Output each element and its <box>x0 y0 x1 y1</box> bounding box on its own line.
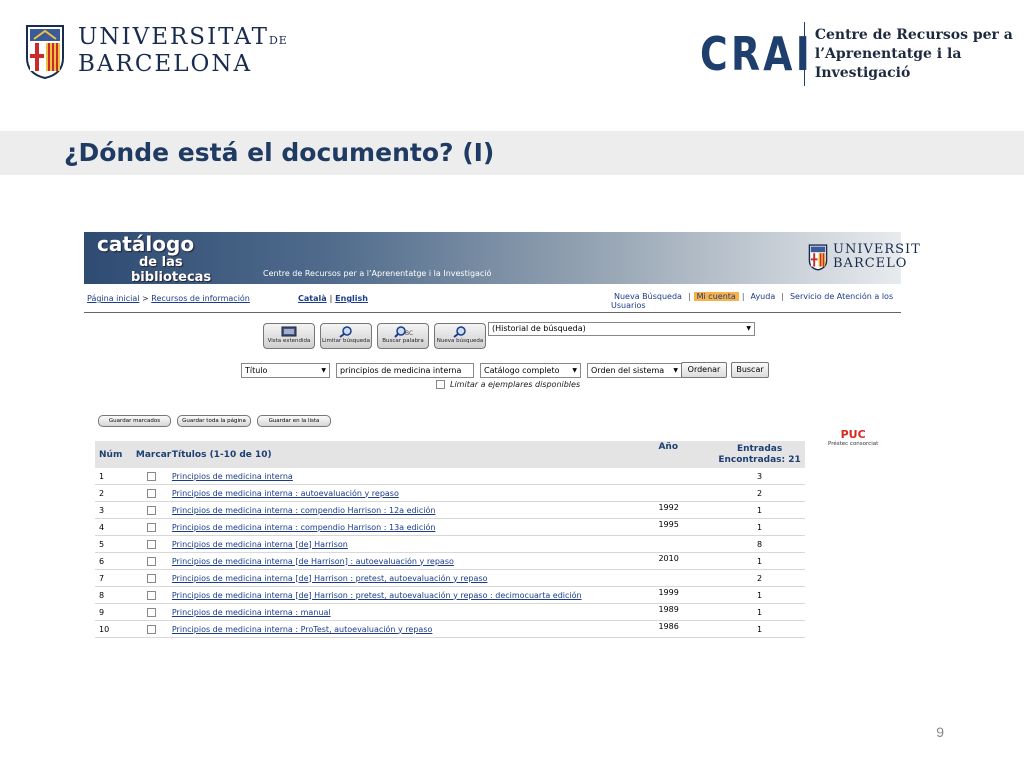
row-title-cell <box>172 570 659 587</box>
ub-shield-icon <box>24 22 66 80</box>
row-number: 5 <box>95 536 136 553</box>
table-row <box>95 485 805 502</box>
breadcrumb-separator: > <box>142 294 149 303</box>
row-title-cell <box>172 536 659 553</box>
row-year <box>658 570 714 587</box>
limit-search-button[interactable] <box>320 323 372 349</box>
row-title-cell <box>172 485 659 502</box>
row-mark-cell <box>136 553 172 570</box>
monitor-icon <box>280 326 298 338</box>
search-history-value: (Historial de búsqueda) <box>492 324 586 333</box>
page-number: 9 <box>936 724 944 740</box>
search-button[interactable]: Buscar <box>731 362 769 378</box>
row-year: 1989 <box>658 604 714 621</box>
row-year <box>658 536 714 553</box>
row-year: 1992 <box>658 502 714 519</box>
catalog-subtitle: Centre de Recursos per a l’Aprenentatge i la Investigació <box>263 269 492 278</box>
sort-button[interactable]: Ordenar <box>681 362 727 378</box>
extended-view-label: Vista extendida <box>267 338 311 344</box>
limit-available-label: Limitar a ejemplares disponibles <box>450 380 581 389</box>
row-mark-cell <box>136 570 172 587</box>
row-entries: 2 <box>714 485 805 502</box>
ub-name-line2: BARCELONA <box>78 51 253 77</box>
new-search-label: Nueva búsqueda <box>436 338 484 344</box>
row-entries: 1 <box>714 553 805 570</box>
crai-desc-line2: l’Aprenentatge i la Investigació <box>814 45 962 81</box>
table-row <box>95 587 805 604</box>
row-title-link[interactable]: Principios de medicina interna : autoevaluación y repaso <box>171 488 399 498</box>
table-row <box>95 570 805 587</box>
table-row <box>95 553 805 570</box>
results-table <box>95 441 805 638</box>
row-title-cell <box>172 502 659 519</box>
row-number: 1 <box>95 468 136 485</box>
row-mark-checkbox[interactable] <box>147 608 156 617</box>
row-year: 2010 <box>658 553 714 570</box>
lang-catala-link[interactable]: Català <box>298 294 327 303</box>
row-mark-checkbox[interactable] <box>147 506 156 515</box>
menu-help[interactable]: Ayuda <box>750 292 776 301</box>
breadcrumb-resources-link[interactable]: Recursos de información <box>151 294 250 303</box>
col-entries-line1: Entradas <box>736 443 783 454</box>
table-row <box>95 468 805 485</box>
row-year <box>658 468 714 485</box>
sort-order-value: Orden del sistema <box>591 366 665 375</box>
row-number: 7 <box>95 570 136 587</box>
slide-title: ¿Dónde está el documento? (I) <box>64 138 495 167</box>
catalog-scope-value: Catálogo completo <box>484 366 560 375</box>
row-title-cell <box>172 553 659 570</box>
row-number: 8 <box>95 587 136 604</box>
menu-user-service[interactable]: Servicio de Atención a los Usuarios <box>611 292 894 310</box>
breadcrumb <box>87 294 250 303</box>
row-title-cell <box>172 468 659 485</box>
magnifier-icon <box>451 326 469 338</box>
menu-separator: | <box>741 292 745 301</box>
chevron-down-icon: ▼ <box>321 367 326 374</box>
row-title-link[interactable]: Principios de medicina interna : ProTest, autoevaluación y repaso <box>171 624 433 634</box>
row-mark-checkbox[interactable] <box>147 557 156 566</box>
row-title-link[interactable]: Principios de medicina interna <box>171 471 293 481</box>
search-query-input[interactable] <box>336 363 474 378</box>
limit-available <box>436 380 580 389</box>
row-number: 2 <box>95 485 136 502</box>
row-entries: 8 <box>714 536 805 553</box>
row-mark-cell <box>136 621 172 638</box>
table-row <box>95 519 805 536</box>
catalog-title <box>97 234 211 285</box>
puc-label: Préstec consorciat <box>828 441 879 447</box>
limit-available-checkbox[interactable] <box>436 380 445 389</box>
top-menu <box>611 292 901 310</box>
row-mark-checkbox[interactable] <box>147 625 156 634</box>
col-titles-header: Títulos (1-10 de 10) <box>172 441 659 468</box>
results-header-row <box>95 441 805 468</box>
row-mark-checkbox[interactable] <box>147 574 156 583</box>
magnifier-icon <box>337 326 355 338</box>
row-number: 4 <box>95 519 136 536</box>
row-mark-checkbox[interactable] <box>147 591 156 600</box>
svg-text:BC: BC <box>405 330 414 337</box>
table-row <box>95 604 805 621</box>
menu-new-search[interactable]: Nueva Búsqueda <box>614 292 682 301</box>
catalog-scope-select[interactable] <box>480 363 581 378</box>
ub-mini-logo <box>808 243 921 271</box>
save-marked-button[interactable]: Guardar marcados <box>98 415 171 427</box>
chevron-down-icon: ▼ <box>673 367 678 374</box>
menu-separator: | <box>687 292 691 301</box>
row-number: 10 <box>95 621 136 638</box>
puc-badge[interactable] <box>828 428 878 447</box>
ub-logo <box>24 22 288 80</box>
row-mark-cell <box>136 519 172 536</box>
table-row <box>95 621 805 638</box>
word-search-button[interactable] <box>377 323 429 349</box>
row-title-link[interactable]: Principios de medicina interna : manual <box>171 607 331 617</box>
col-mark-header: Marcar <box>136 441 172 468</box>
row-title-link[interactable]: Principios de medicina interna [de Harrison] : autoevaluación y repaso <box>171 556 454 566</box>
extended-view-button[interactable] <box>263 323 315 349</box>
row-mark-cell <box>136 468 172 485</box>
row-title-cell <box>172 621 659 638</box>
search-query-value: principios de medicina interna <box>340 366 462 375</box>
row-entries: 1 <box>714 604 805 621</box>
col-entries-header <box>714 441 805 468</box>
chevron-down-icon: ▼ <box>746 325 751 332</box>
ub-name-line1: UNIVERSITAT <box>78 24 269 50</box>
language-switcher <box>298 294 368 303</box>
table-row <box>95 536 805 553</box>
row-mark-cell <box>136 502 172 519</box>
col-num-header: Núm <box>95 441 136 468</box>
chevron-down-icon: ▼ <box>572 367 577 374</box>
row-mark-cell <box>136 536 172 553</box>
row-mark-checkbox[interactable] <box>147 472 156 481</box>
row-entries: 1 <box>714 621 805 638</box>
catalog-screenshot <box>84 232 921 634</box>
ub-mini-line2: BARCELO <box>833 256 908 271</box>
new-search-button[interactable] <box>434 323 486 349</box>
breadcrumb-home-link[interactable]: Página inicial <box>87 294 140 303</box>
lang-english-link[interactable]: English <box>335 294 368 303</box>
row-mark-checkbox[interactable] <box>147 523 156 532</box>
table-row <box>95 502 805 519</box>
crai-wordmark: CRAI <box>700 27 814 81</box>
word-search-label: Buscar palabra <box>382 338 424 344</box>
row-number: 3 <box>95 502 136 519</box>
row-entries: 2 <box>714 570 805 587</box>
puc-logo: PUC <box>840 428 866 441</box>
catalog-navbar <box>84 286 901 313</box>
row-mark-cell <box>136 485 172 502</box>
row-entries: 3 <box>714 468 805 485</box>
row-number: 9 <box>95 604 136 621</box>
ub-mini-shield-icon <box>808 243 828 271</box>
crai-logo <box>700 22 1024 86</box>
row-entries: 1 <box>714 502 805 519</box>
search-history-select[interactable] <box>488 322 755 336</box>
save-to-list-button[interactable]: Guardar en la lista <box>257 415 331 427</box>
catalog-title-line3: bibliotecas <box>131 270 212 285</box>
lang-separator: | <box>329 294 333 303</box>
row-year <box>658 485 714 502</box>
row-title-link[interactable]: Principios de medicina interna [de] Harrison <box>171 539 348 549</box>
menu-separator: | <box>781 292 784 301</box>
row-entries: 1 <box>714 519 805 536</box>
magnifier-abc-icon <box>394 326 412 338</box>
row-title-cell <box>172 604 659 621</box>
catalog-title-line2: de las <box>139 255 183 270</box>
row-title-link[interactable]: Principios de medicina interna : compendio Harrison : 13a edición <box>171 522 436 532</box>
crai-desc-line1: Centre de Recursos per a <box>814 26 1013 43</box>
row-title-link[interactable]: Principios de medicina interna [de] Harrison : pretest, autoevaluación y repaso <box>171 573 488 583</box>
menu-my-account[interactable]: Mi cuenta <box>694 292 739 301</box>
ub-name-de: DE <box>268 34 288 47</box>
row-mark-cell <box>136 604 172 621</box>
sort-order-select[interactable] <box>587 363 682 378</box>
row-entries: 1 <box>714 587 805 604</box>
save-page-button[interactable]: Guardar toda la página <box>177 415 251 427</box>
row-mark-cell <box>136 587 172 604</box>
row-year: 1999 <box>658 587 714 604</box>
row-title-cell <box>172 519 659 536</box>
row-number: 6 <box>95 553 136 570</box>
col-year-header: Año <box>658 441 714 468</box>
search-field-value: Título <box>245 366 268 375</box>
row-title-link[interactable]: Principios de medicina interna : compendio Harrison : 12a edición <box>171 505 436 515</box>
ub-mini-line1: UNIVERSIT <box>833 242 921 257</box>
row-year: 1986 <box>658 621 714 638</box>
search-field-select[interactable] <box>241 363 330 378</box>
catalog-banner <box>84 232 921 285</box>
row-mark-checkbox[interactable] <box>147 489 156 498</box>
limit-search-label: Limitar búsqueda <box>321 338 371 344</box>
row-title-link[interactable]: Principios de medicina interna [de] Harrison : pretest, autoevaluación y repaso : decimocuarta edición <box>171 590 582 600</box>
col-entries-line2: Encontradas: 21 <box>718 454 801 465</box>
row-mark-checkbox[interactable] <box>147 540 156 549</box>
catalog-title-line1: catálogo <box>97 232 195 256</box>
row-title-cell <box>172 587 659 604</box>
row-year: 1995 <box>658 519 714 536</box>
